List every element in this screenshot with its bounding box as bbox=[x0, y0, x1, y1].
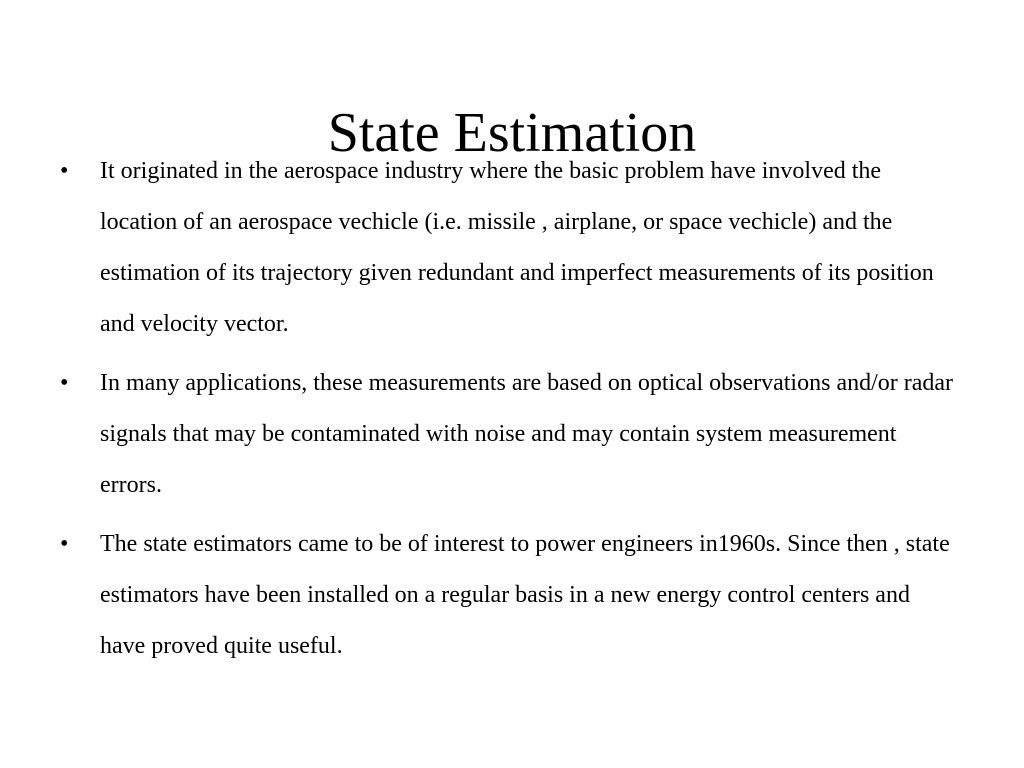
bullet-item-origin bbox=[60, 146, 960, 350]
bullet-text: In many applications, these measurements are based on optical observations and/or radar signals that may be contaminated with noise and may contain system measurement errors. bbox=[100, 370, 954, 498]
bullet-item-power-engineers bbox=[60, 519, 960, 672]
slide-title: State Estimation bbox=[327, 102, 697, 164]
bullet-item-measurements bbox=[60, 358, 960, 511]
bullet-icon: • bbox=[60, 158, 69, 184]
bullet-icon: • bbox=[60, 531, 69, 557]
bullet-icon: • bbox=[60, 370, 69, 396]
bullet-text: The state estimators came to be of interest to power engineers in1960s. Since then , state estimators have been installed on a regular basis in a new energy control centers and have proved quite useful. bbox=[100, 531, 950, 659]
bullet-text: It originated in the aerospace industry where the basic problem have involved the location of an aerospace vechicle (i.e. missile , airplane, or space vechicle) and the estimation of its trajectory given redundant and imperfect measurements of its position and velocity vector. bbox=[100, 158, 934, 337]
bullet-list bbox=[60, 146, 960, 680]
